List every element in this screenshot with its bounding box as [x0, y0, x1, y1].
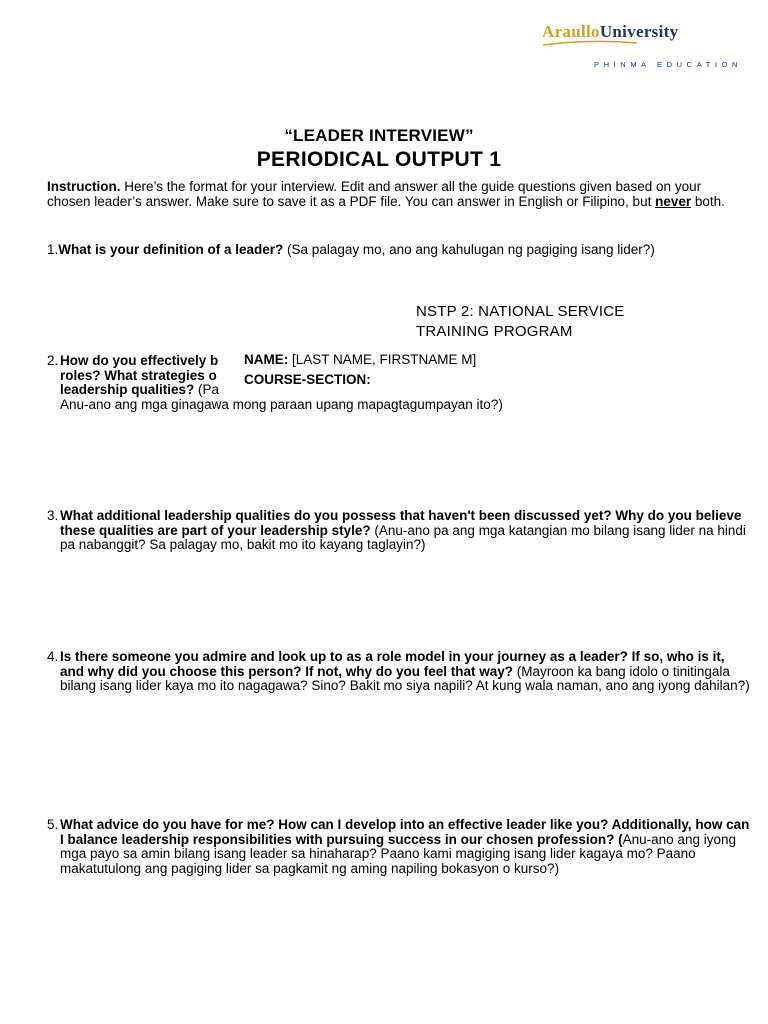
- question-number: 1.: [47, 242, 59, 257]
- logo-wordmark-part2: University: [599, 22, 679, 41]
- instruction-paragraph: [47, 180, 747, 209]
- name-field[interactable]: [244, 350, 604, 370]
- question-text-bold: What additional leadership qualities do you possess that haven't been discussed yet? Why do you believe these qualities are part of your leadership style?: [60, 508, 742, 538]
- name-value: [LAST NAME, FIRSTNAME M]: [288, 352, 477, 367]
- logo-swoosh-icon: [543, 40, 637, 46]
- course-section-label: COURSE-SECTION:: [244, 372, 371, 387]
- name-label: NAME:: [244, 352, 289, 367]
- question-text: [60, 818, 752, 876]
- question-number: 2.: [47, 353, 59, 368]
- instruction-text-end: both.: [691, 193, 725, 209]
- question-line-normal: (Pa: [194, 382, 220, 397]
- question-number: 5.: [47, 817, 59, 832]
- question-text: [60, 509, 752, 553]
- question-translation: (Anu-ano pa ang mga katangian mo bilang isang lider na hindi pa nabanggit? Sa palagay mo, bakit mo ito kayang taglayin?): [60, 522, 746, 552]
- logo-tagline: PHINMA EDUCATION: [594, 60, 743, 69]
- question-line: How do you effectively b: [60, 353, 219, 368]
- question-text: [60, 650, 752, 694]
- course-heading-line1: NSTP 2: NATIONAL SERVICE: [416, 303, 625, 320]
- question-1: [47, 243, 752, 258]
- question-translation: (Mayroon ka bang idolo o tinitingala bilang isang lider kaya mo ito nagagawa? Sino? Bakit mo siya napili? At kung wala naman, ano ang iyong dahilan?): [60, 663, 750, 693]
- question-3: [47, 509, 752, 553]
- instruction-label: Instruction.: [47, 179, 121, 194]
- question-5: [47, 818, 752, 876]
- instruction-text: Here’s the format for your interview. Edit and answer all the guide questions given based on your chosen leader’s answer. Make sure to save it as a PDF file. You can answer in English or Filipino, but: [47, 179, 702, 209]
- question-translation: Anu-ano ang iyong mga payo sa amin bilang isang leader sa hinaharap? Paano kami magiging isang lider kagaya mo? Paano makatutulong ang pagiging lider sa pagkamit ng aming napiling bokasyon o kurso?): [60, 831, 736, 876]
- question-number: 3.: [47, 508, 59, 523]
- document-title: PERIODICAL OUTPUT 1: [256, 148, 502, 171]
- course-heading-line2: TRAINING PROGRAM: [416, 323, 573, 340]
- question-translation: (Sa palagay mo, ano ang kahulugan ng pagiging isang lider?): [283, 242, 655, 257]
- question-text-bold: Is there someone you admire and look up to as a role model in your journey as a leader? If so, who is it, and why did you choose this person? If not, why do you feel that way?: [60, 649, 725, 679]
- question-number: 4.: [47, 649, 59, 664]
- question-text-bold: What advice do you have for me? How can I develop into an effective leader like you? Additionally, how can I balance leadership responsibilities with pursuing success in our chosen profession? (: [60, 817, 750, 847]
- student-info-box[interactable]: [241, 350, 604, 394]
- question-line: roles? What strategies o: [60, 367, 217, 383]
- question-translation: Anu-ano ang mga ginagawa mong paraan upang mapagtagumpayan ito?): [60, 396, 503, 412]
- question-text: What is your definition of a leader?: [58, 242, 284, 257]
- araullo-university-logo: [542, 22, 743, 69]
- logo-wordmark-part1: Araullo: [542, 22, 600, 41]
- course-heading: [416, 302, 716, 342]
- instruction-emphasis: never: [655, 193, 692, 209]
- question-4: [47, 650, 752, 694]
- document-subtitle: “LEADER INTERVIEW”: [284, 126, 474, 145]
- logo-wordmark: [542, 22, 678, 42]
- question-line-bold: leadership qualities?: [60, 382, 195, 397]
